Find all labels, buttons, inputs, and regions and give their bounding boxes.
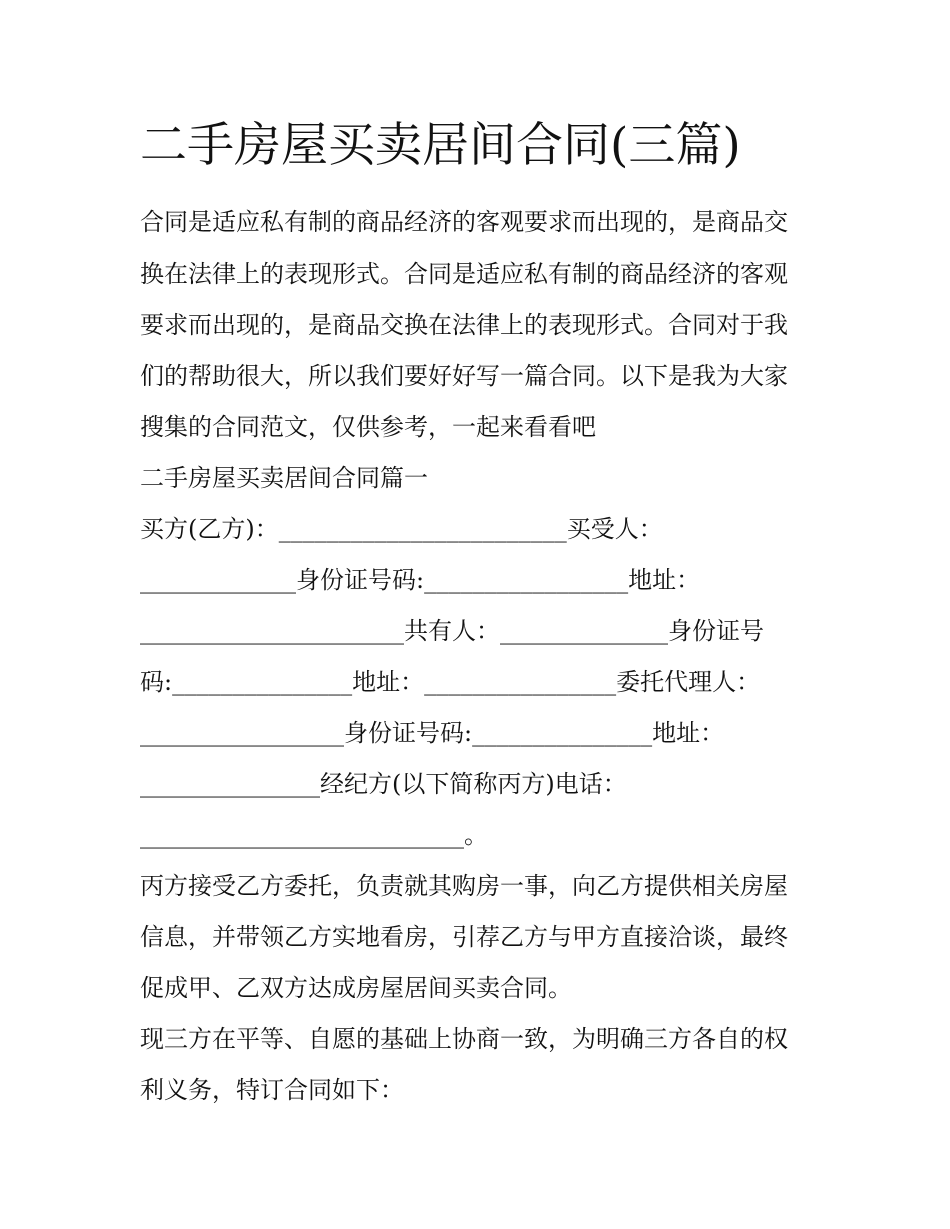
form-line-agent-id: _________________身份证号码:_______________地址：: [140, 719, 725, 747]
paragraph-line-2: 换在法律上的表现形式。合同是适应私有制的商品经济的客观: [140, 260, 788, 288]
paragraph-line-4: 们的帮助很大，所以我们要好好写一篇合同。以下是我为大家: [140, 362, 788, 390]
clause-line-2: 信息，并带领乙方实地看房，引荐乙方与甲方直接洽谈，最终: [140, 923, 788, 951]
form-line-co-owner: ______________________共有人：______________身份证号: [140, 617, 764, 645]
clause-line-1: 丙方接受乙方委托，负责就其购房一事，向乙方提供相关房屋: [140, 872, 788, 900]
paragraph-line-5: 搜集的合同范文，仅供参考，一起来看看吧: [140, 413, 596, 441]
paragraph-line-3: 要求而出现的，是商品交换在法律上的表现形式。合同对于我: [140, 311, 788, 339]
section-heading: 二手房屋买卖居间合同篇一: [140, 464, 428, 492]
paragraph-line-1: 合同是适应私有制的商品经济的客观要求而出现的，是商品交: [140, 208, 788, 236]
clause-line-5: 利义务，特订合同如下：: [140, 1076, 404, 1104]
document-title: 二手房屋买卖居间合同(三篇): [140, 118, 741, 173]
clause-line-4: 现三方在平等、自愿的基础上协商一致，为明确三方各自的权: [140, 1025, 788, 1053]
form-line-agent: 码:_______________地址：________________委托代理人：: [140, 668, 761, 696]
clause-line-3: 促成甲、乙双方达成房屋居间买卖合同。: [140, 974, 572, 1002]
form-line-buyer: 买方(乙方)：________________________买受人：: [140, 515, 663, 543]
form-line-phone: ___________________________。: [140, 821, 488, 849]
form-line-broker: _______________经纪方(以下简称丙方)电话：: [140, 770, 627, 798]
form-line-id-address: _____________身份证号码:_________________地址：: [140, 566, 701, 594]
